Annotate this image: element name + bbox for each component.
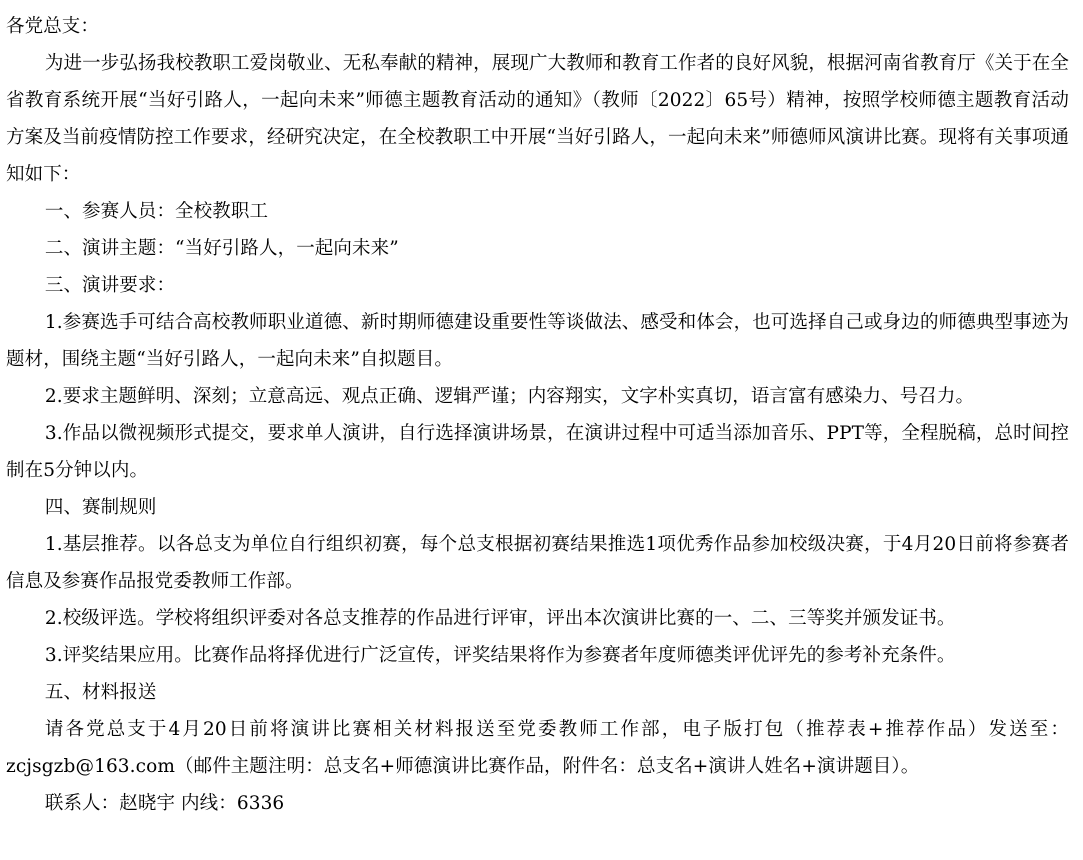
- paragraph-section-3-item-1: 1.参赛选手可结合高校教师职业道德、新时期师德建设重要性等谈做法、感受和体会，也可选择自己或身边的师德典型事迹为题材，围绕主题“当好引路人，一起向未来”自拟题目。: [6, 312, 1069, 370]
- paragraph-section-4-item-3: 3.评奖结果应用。比赛作品将择优进行广泛宣传，评奖结果将作为参赛者年度师德类评优评先的参考补充条件。: [44, 645, 956, 666]
- paragraph-section-4: 四、赛制规则: [44, 497, 157, 518]
- paragraph-contact: 联系人：赵晓宇 内线：6336: [44, 793, 285, 814]
- paragraph-intro: 为进一步弘扬我校教职工爱岗敬业、无私奉献的精神，展现广大教师和教育工作者的良好风貌，根据河南省教育厅《关于在全省教育系统开展“当好引路人，一起向未来”师德主题教育活动的通知》（教师〔2022〕65号）精神，按照学校师德主题教育活动方案及当前疫情防控工作要求，经研究决定，在全校教职工中开展“当好引路人，一起向未来”师德师风演讲比赛。现将有关事项通知如下：: [6, 53, 1069, 185]
- paragraph-section-4-item-1: 1.基层推荐。以各总支为单位自行组织初赛，每个总支根据初赛结果推选1项优秀作品参加校级决赛，于4月20日前将参赛者信息及参赛作品报党委教师工作部。: [6, 534, 1069, 592]
- paragraph-salutation: 各党总支：: [6, 16, 100, 37]
- paragraph-section-3: 三、演讲要求：: [44, 275, 176, 296]
- paragraph-section-4-item-2: 2.校级评选。学校将组织评委对各总支推荐的作品进行评审，评出本次演讲比赛的一、二、三等奖并颁发证书。: [44, 608, 956, 629]
- paragraph-section-1: 一、参赛人员：全校教职工: [44, 201, 269, 222]
- paragraph-section-3-item-2: 2.要求主题鲜明、深刻；立意高远、观点正确、逻辑严谨；内容翔实，文字朴实真切，语言富有感染力、号召力。: [44, 386, 975, 407]
- paragraph-section-2: 二、演讲主题：“当好引路人，一起向未来”: [44, 238, 399, 259]
- paragraph-section-3-item-3: 3.作品以微视频形式提交，要求单人演讲，自行选择演讲场景，在演讲过程中可适当添加音乐、PPT等，全程脱稿，总时间控制在5分钟以内。: [6, 423, 1069, 481]
- paragraph-section-5-body: 请各党总支于4月20日前将演讲比赛相关材料报送至党委教师工作部，电子版打包（推荐表+推荐作品）发送至：zcjsgzb@163.com（邮件主题注明：总支名+师德演讲比赛作品，附件名：总支名+演讲人姓名+演讲题目）。: [6, 719, 1069, 777]
- paragraph-section-5: 五、材料报送: [44, 682, 157, 703]
